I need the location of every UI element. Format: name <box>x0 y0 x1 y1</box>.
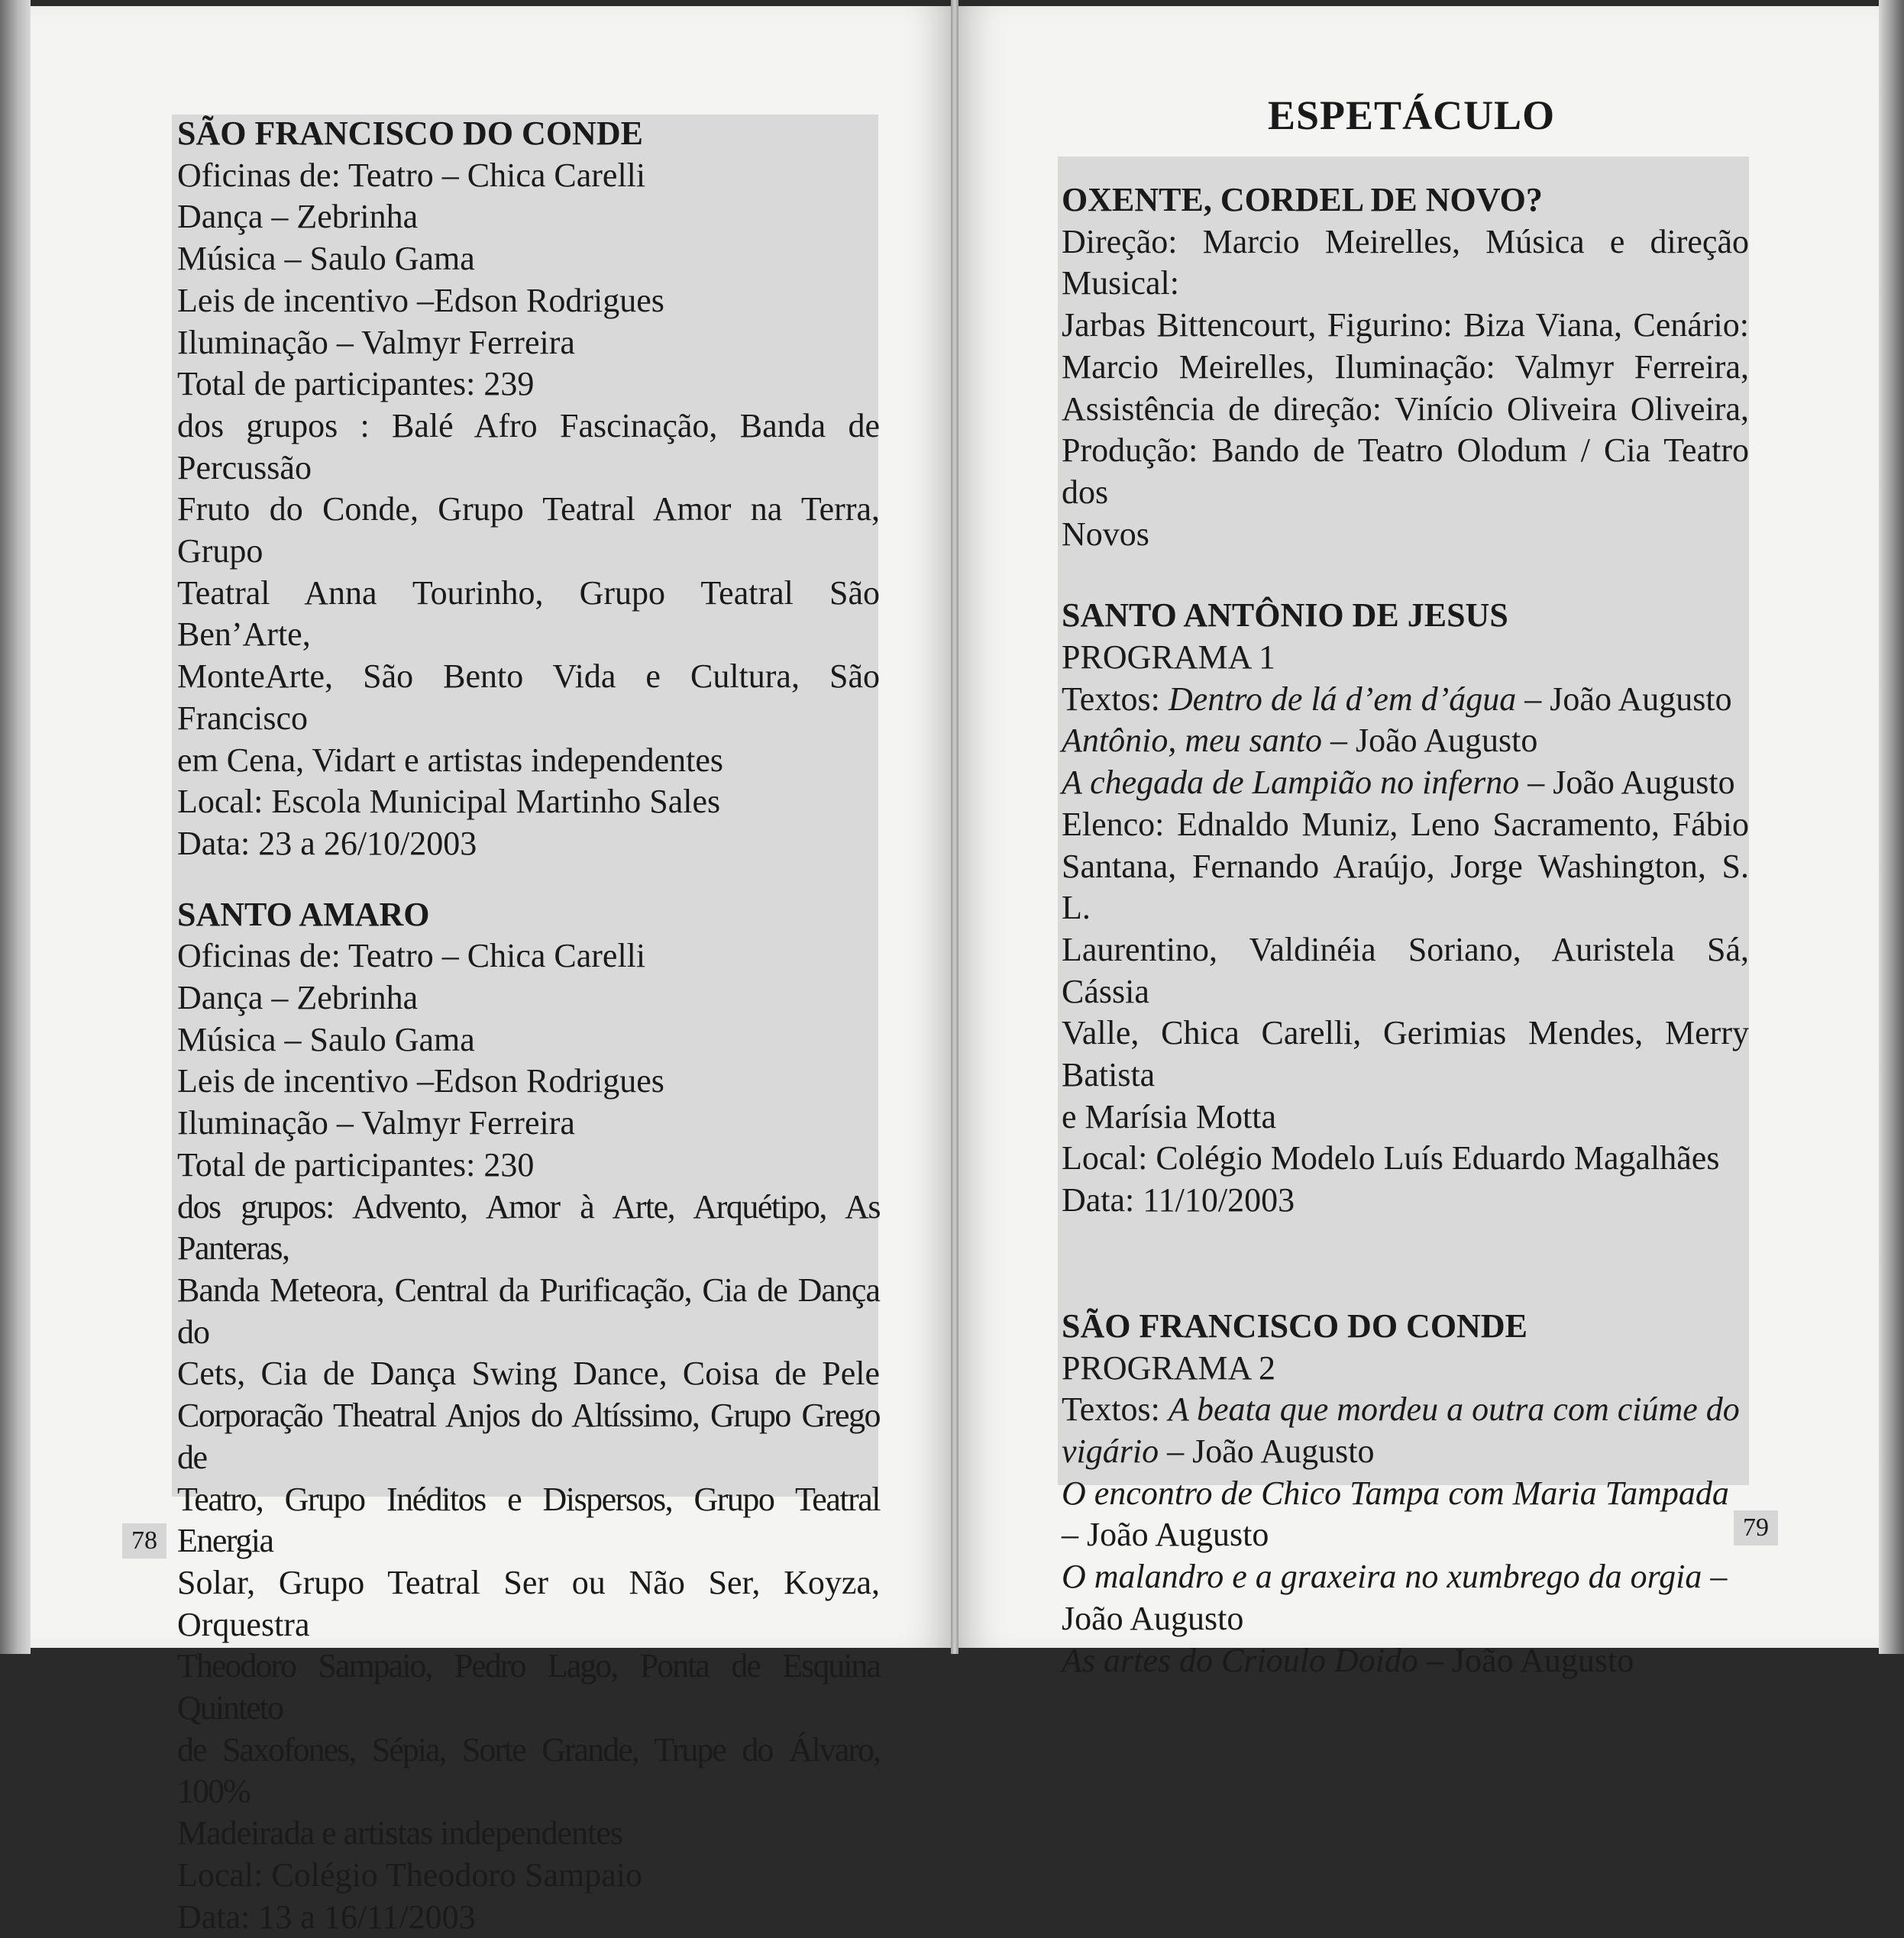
text-line: Local: Colégio Theodoro Sampaio <box>177 1856 642 1894</box>
text-line: Elenco: Ednaldo Muniz, Leno Sacramento, Fábio <box>1062 805 1749 843</box>
text-line: Oficinas de: Teatro – Chica Carelli <box>177 156 646 194</box>
text-line: Dança – Zebrinha <box>177 198 419 236</box>
work-title: As artes do Crioulo Doido <box>1062 1641 1418 1679</box>
book-edge-left <box>0 0 31 1654</box>
section-heading: SANTO AMARO <box>177 895 430 933</box>
text-line: Direção: Marcio Meirelles, Música e direção Musical: <box>1062 222 1749 302</box>
text-line: Música – Saulo Gama <box>177 1020 475 1058</box>
text-line: Local: Escola Municipal Martinho Sales <box>177 783 721 821</box>
work-author: – João Augusto <box>1519 764 1735 802</box>
text-line: dos grupos: Advento, Amor à Arte, Arquétipo, As Panteras, <box>177 1187 880 1268</box>
work-line <box>1062 720 1749 762</box>
work-title: O malandro e a graxeira no xumbrego da orgia <box>1062 1558 1702 1596</box>
work-line <box>1062 1431 1749 1473</box>
text-line: Dança – Zebrinha <box>177 979 419 1017</box>
textos-label: Textos: <box>1062 1391 1169 1429</box>
text-line: Leis de incentivo –Edson Rodrigues <box>177 281 664 319</box>
work-title: O encontro de Chico Tampa com Maria Tampada <box>1062 1474 1729 1512</box>
book-edge-right <box>1879 0 1904 1654</box>
page-number-left: 78 <box>122 1523 166 1558</box>
text-line: Produção: Bando de Teatro Olodum / Cia Teatro dos <box>1062 431 1749 511</box>
page-title: ESPETÁCULO <box>1268 92 1556 138</box>
text-line: Iluminação – Valmyr Ferreira <box>177 1104 575 1142</box>
text-line: Teatro, Grupo Inéditos e Dispersos, Grupo Teatral Energia <box>177 1480 880 1560</box>
work-author: – João Augusto <box>1062 1516 1269 1554</box>
work-author: – João Augusto <box>1321 722 1538 760</box>
work-title: A chegada de Lampião no inferno <box>1062 764 1520 802</box>
work-line <box>1062 1556 1749 1598</box>
text-line: MonteArte, São Bento Vida e Cultura, São Francisco <box>177 657 880 737</box>
text-line: Theodoro Sampaio, Pedro Lago, Ponta de Esquina Quinteto <box>177 1647 880 1727</box>
book-spine <box>951 0 958 1654</box>
text-line: Data: 13 a 16/11/2003 <box>177 1898 476 1936</box>
work-title: Antônio, meu santo <box>1062 722 1322 760</box>
work-author: – João Augusto <box>1516 680 1732 718</box>
text-line: Oficinas de: Teatro – Chica Carelli <box>177 937 646 975</box>
work-line <box>1062 1640 1749 1682</box>
text-line: em Cena, Vidart e artistas independentes <box>177 741 723 779</box>
text-line: Solar, Grupo Teatral Ser ou Não Ser, Koyza, Orquestra <box>177 1563 880 1643</box>
section-heading: SÃO FRANCISCO DO CONDE <box>177 115 643 152</box>
text-line: Assistência de direção: Vinício Oliveira Oliveira, <box>1062 389 1749 428</box>
text-line: Santana, Fernando Araújo, Jorge Washington, S. L. <box>1062 847 1749 927</box>
work-line <box>1062 762 1749 804</box>
text-line: Jarbas Bittencourt, Figurino: Biza Viana, Cenário: <box>1062 306 1749 344</box>
text-line: Local: Colégio Modelo Luís Eduardo Magalhães <box>1062 1139 1720 1177</box>
section-heading: SÃO FRANCISCO DO CONDE <box>1062 1307 1527 1345</box>
text-line: Novos <box>1062 515 1149 553</box>
text-line: Banda Meteora, Central da Purificação, Cia de Dança do <box>177 1271 880 1351</box>
text-line: Leis de incentivo –Edson Rodrigues <box>177 1062 664 1100</box>
work-author: – João Augusto <box>1417 1641 1634 1679</box>
page-number-right: 79 <box>1734 1510 1778 1546</box>
text-line: Data: 23 a 26/10/2003 <box>177 824 477 862</box>
text-line: Teatral Anna Tourinho, Grupo Teatral São Ben’Arte, <box>177 573 880 654</box>
work-line <box>1062 1389 1749 1431</box>
text-line: de Saxofones, Sépia, Sorte Grande, Trupe do Álvaro, 100% <box>177 1730 880 1810</box>
text-line: Valle, Chica Carelli, Gerimias Mendes, Merry Batista <box>1062 1014 1749 1094</box>
section-heading: SANTO ANTÔNIO DE JESUS <box>1062 596 1508 635</box>
work-line <box>1062 1473 1749 1515</box>
right-text-column <box>1062 179 1749 1681</box>
work-title: Dentro de lá d’em d’água <box>1168 680 1517 718</box>
text-line: Madeirada e artistas independentes <box>177 1814 622 1852</box>
text-line: Total de participantes: 239 <box>177 365 535 403</box>
text-line: Total de participantes: 230 <box>177 1145 535 1184</box>
text-line: e Marísia Motta <box>1062 1097 1277 1135</box>
work-author: – João Augusto <box>1159 1432 1375 1470</box>
work-title: vigário <box>1062 1432 1159 1470</box>
left-text-column <box>177 113 880 1938</box>
text-line: Data: 11/10/2003 <box>1062 1181 1295 1219</box>
text-line: Corporação Theatral Anjos do Altíssimo, Grupo Grego de <box>177 1397 880 1476</box>
section-heading: OXENTE, CORDEL DE NOVO? <box>1062 181 1543 218</box>
program-label: PROGRAMA 1 <box>1062 638 1275 677</box>
textos-label: Textos: <box>1062 680 1169 718</box>
work-line <box>1062 679 1749 721</box>
work-dash: – <box>1702 1558 1728 1596</box>
program-label: PROGRAMA 2 <box>1062 1349 1275 1387</box>
text-line: dos grupos : Balé Afro Fascinação, Banda de Percussão <box>177 406 880 486</box>
work-author: João Augusto <box>1062 1599 1244 1637</box>
work-title: A beata que mordeu a outra com ciúme do <box>1168 1391 1740 1429</box>
text-line: Música – Saulo Gama <box>177 240 475 278</box>
text-line: Iluminação – Valmyr Ferreira <box>177 323 575 361</box>
text-line: Laurentino, Valdinéia Soriano, Auristela Sá, Cássia <box>1062 930 1749 1010</box>
text-line: Cets, Cia de Dança Swing Dance, Coisa de Pele <box>177 1355 880 1393</box>
text-line: Marcio Meirelles, Iluminação: Valmyr Ferreira, <box>1062 347 1749 386</box>
text-line: Fruto do Conde, Grupo Teatral Amor na Terra, Grupo <box>177 490 880 570</box>
